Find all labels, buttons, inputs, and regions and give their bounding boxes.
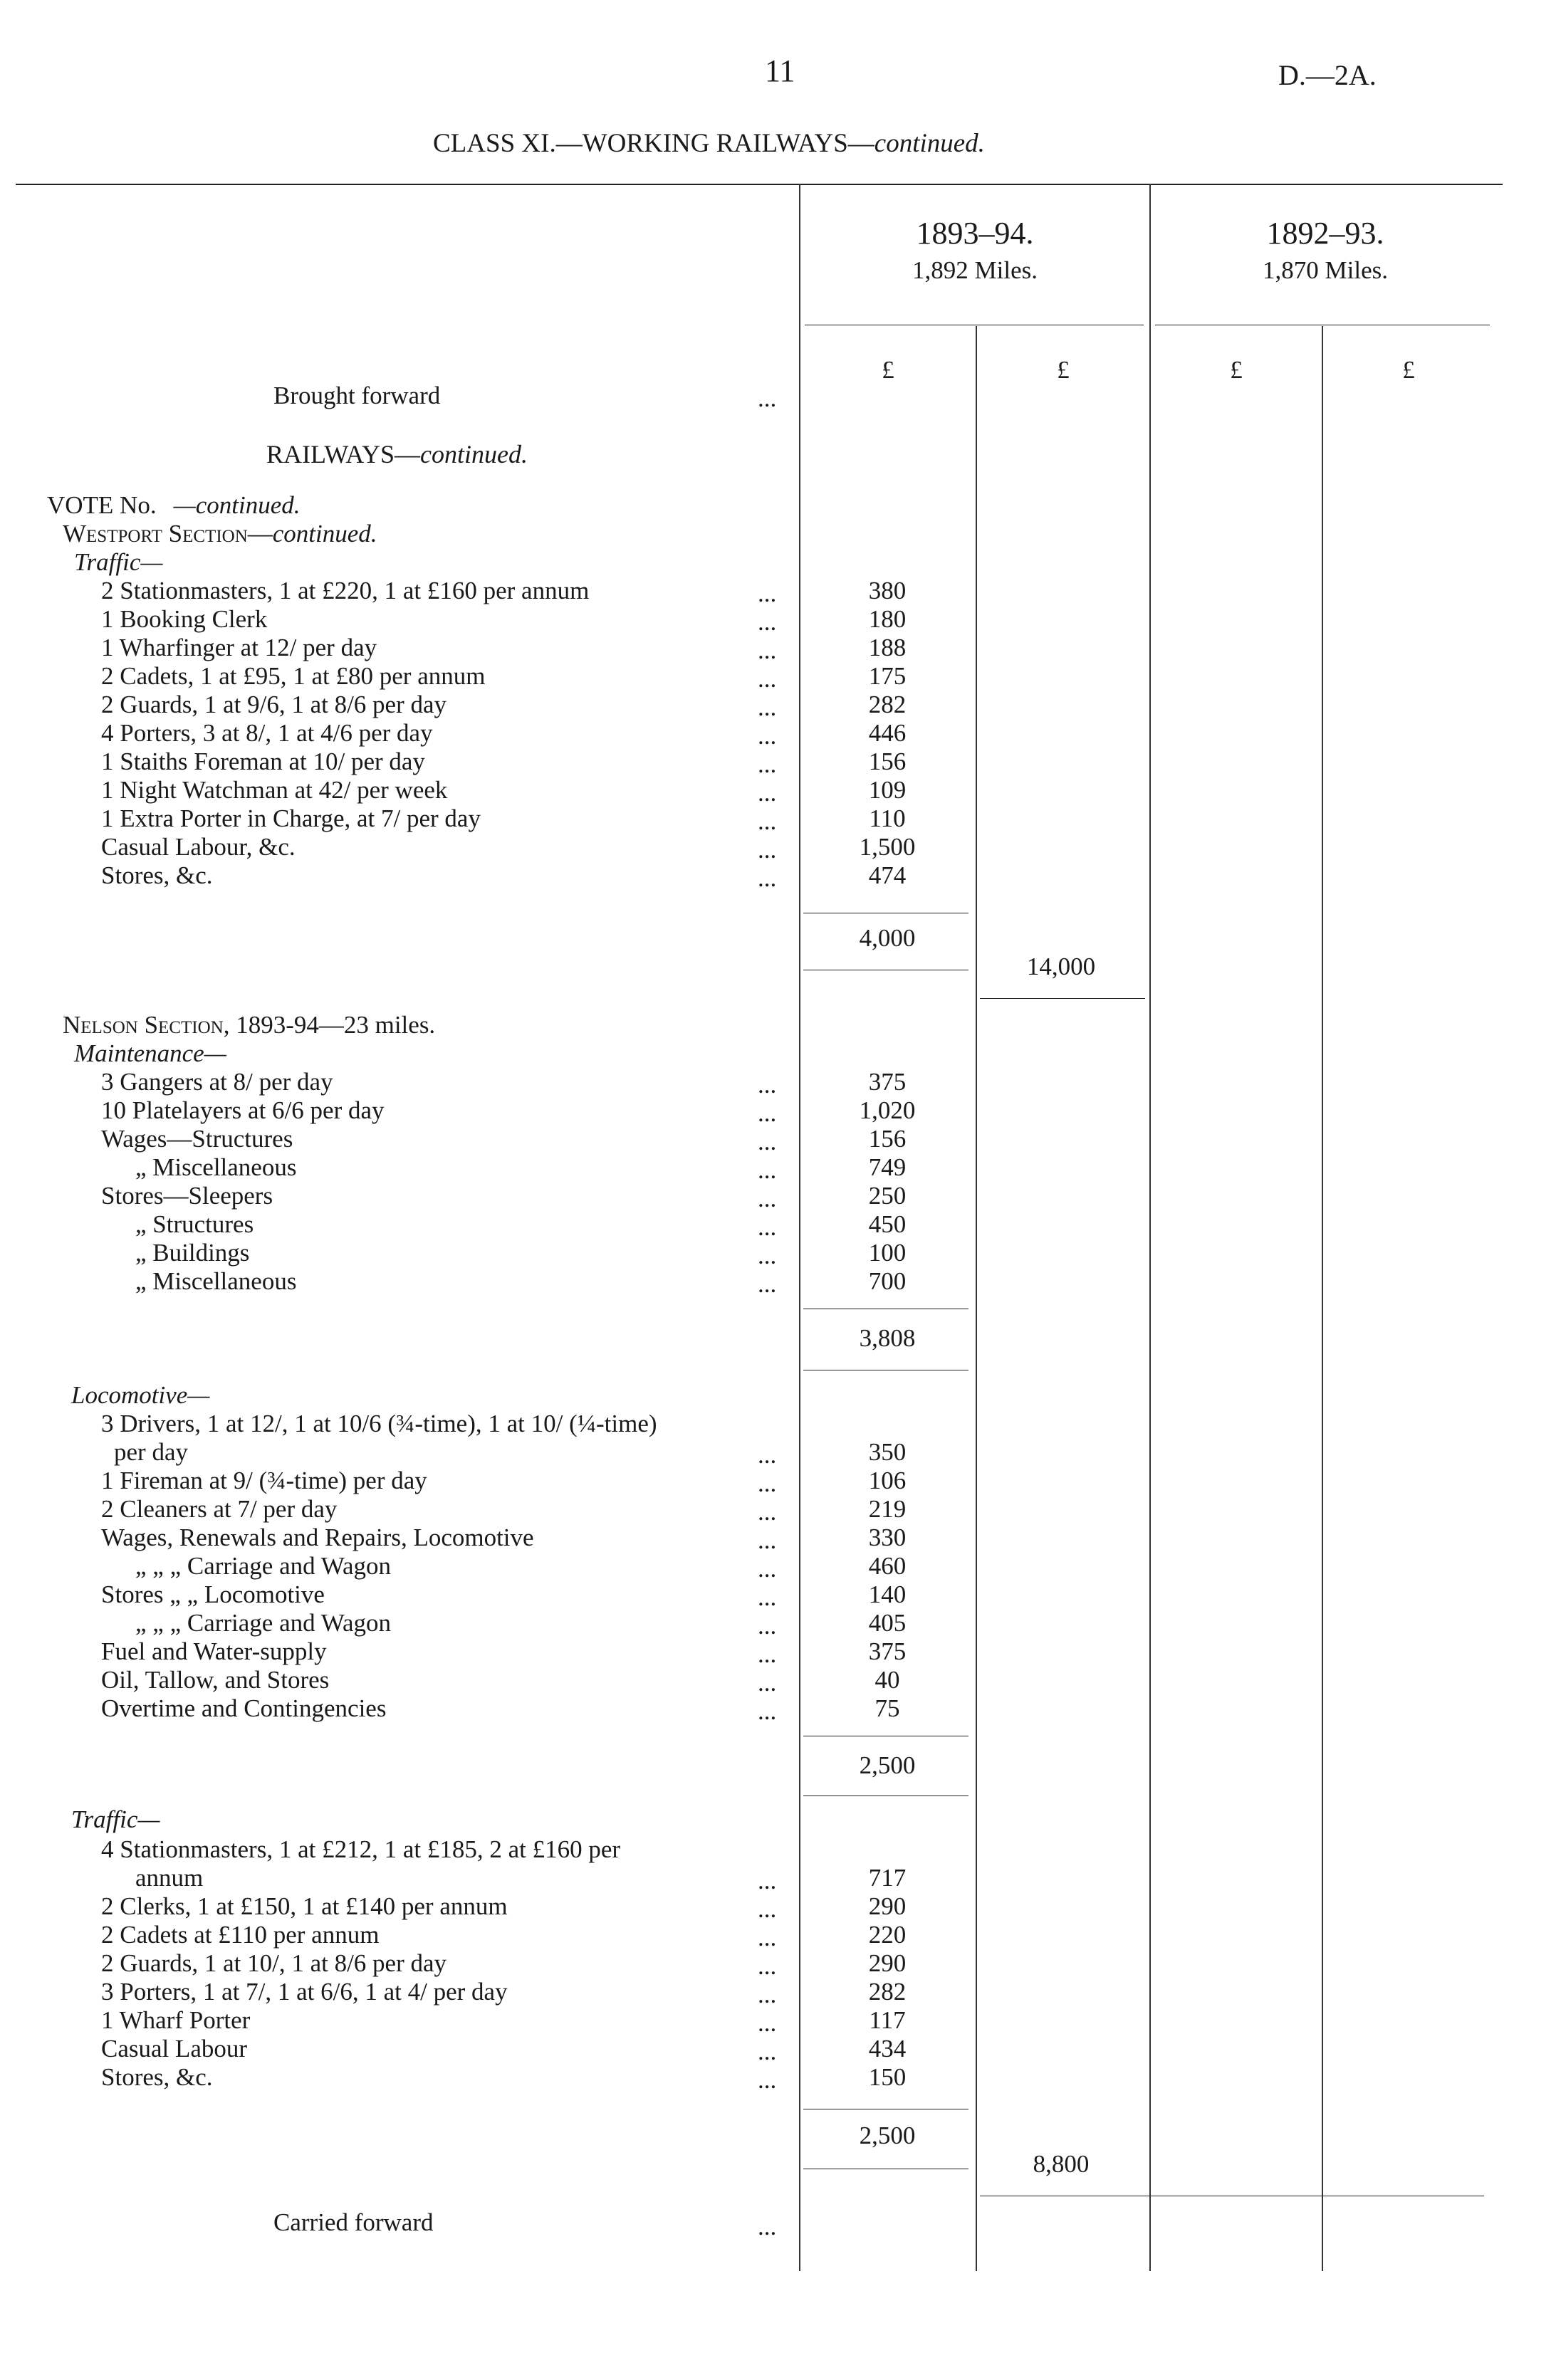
maintenance-item-leader: ... <box>758 1156 777 1184</box>
maintenance-subtotal: 3,808 <box>859 1324 916 1352</box>
westport-total-underline <box>980 998 1145 999</box>
page-title-main: CLASS XI.—WORKING RAILWAYS— <box>433 129 874 158</box>
locomotive-item-label: Stores „ „ Locomotive <box>101 1580 325 1608</box>
locomotive-item-label: Wages, Renewals and Repairs, Locomotive <box>101 1524 534 1551</box>
locomotive-item-label: „ „ „ Carriage and Wagon <box>135 1609 392 1637</box>
westport-subtotal: 4,000 <box>859 924 916 952</box>
brought-forward-label: Brought forward <box>273 382 441 409</box>
railways-heading-main: RAILWAYS— <box>266 440 421 468</box>
westport-traffic-item-leader: ... <box>758 608 777 636</box>
currency-col-1: £ <box>882 356 894 384</box>
locomotive-subtotal: 2,500 <box>859 1751 916 1779</box>
locomotive-item-label: Oil, Tallow, and Stores <box>101 1666 330 1694</box>
locomotive-item-amount: 106 <box>868 1467 907 1494</box>
maintenance-item-leader: ... <box>758 1213 777 1241</box>
westport-traffic-label: Traffic— <box>74 548 163 576</box>
traffic-item-label: Stores, &c. <box>101 2063 213 2091</box>
locomotive-item-label: „ „ „ Carriage and Wagon <box>135 1552 392 1580</box>
nelson-section-heading <box>63 1011 435 1039</box>
maintenance-item-leader: ... <box>758 1071 777 1099</box>
railways-heading-continued: continued. <box>420 440 528 468</box>
locomotive-item-amount: 375 <box>868 1637 907 1665</box>
locomotive-item-leader: ... <box>758 1526 777 1554</box>
maintenance-item-label: „ Structures <box>135 1210 254 1238</box>
traffic-item-label: 1 Wharf Porter <box>101 2006 251 2034</box>
maintenance-item-leader: ... <box>758 1185 777 1212</box>
maintenance-item-label: „ Miscellaneous <box>135 1153 297 1181</box>
traffic-item-amount: 290 <box>868 1892 907 1920</box>
page-title <box>433 130 985 158</box>
miles-1893-94: 1,892 Miles. <box>912 256 1038 284</box>
locomotive-drivers-amount: 350 <box>868 1438 907 1466</box>
westport-traffic-item-leader: ... <box>758 665 777 693</box>
westport-traffic-item-amount: 180 <box>868 605 907 633</box>
header-rule <box>16 184 1503 185</box>
westport-section-heading <box>63 520 377 548</box>
westport-traffic-item-amount: 474 <box>868 861 907 889</box>
maintenance-item-amount: 250 <box>868 1182 907 1210</box>
locomotive-item-leader: ... <box>758 1697 777 1725</box>
westport-traffic-item-amount: 156 <box>868 748 907 775</box>
locomotive-item-amount: 330 <box>868 1524 907 1551</box>
maintenance-item-leader: ... <box>758 1270 777 1298</box>
locomotive-item-label: Overtime and Contingencies <box>101 1694 387 1722</box>
vote-number-label: VOTE No. <box>47 491 157 519</box>
traffic-subtotal: 2,500 <box>859 2122 916 2149</box>
vote-line <box>47 491 300 520</box>
currency-col-3: £ <box>1230 356 1243 384</box>
traffic-stationmasters-amount: 717 <box>868 1864 907 1892</box>
nelson-maintenance-label: Maintenance— <box>74 1039 226 1067</box>
maintenance-item-amount: 700 <box>868 1267 907 1295</box>
document-reference: D.—2A. <box>1278 59 1377 91</box>
locomotive-item-amount: 40 <box>874 1666 900 1694</box>
traffic-item-label: 3 Porters, 1 at 7/, 1 at 6/6, 1 at 4/ per day <box>101 1978 508 2006</box>
nelson-traffic-label: Traffic— <box>71 1805 160 1833</box>
westport-traffic-item-label: Stores, &c. <box>101 861 213 889</box>
vote-continued: —continued. <box>173 491 301 519</box>
westport-traffic-item-label: 2 Stationmasters, 1 at £220, 1 at £160 per annum <box>101 577 590 604</box>
westport-section-continued: continued. <box>272 520 377 547</box>
westport-traffic-item-amount: 380 <box>868 577 907 604</box>
traffic-item-label: Casual Labour <box>101 2035 248 2062</box>
traffic-item-leader: ... <box>758 1952 777 1980</box>
westport-traffic-item-leader: ... <box>758 807 777 835</box>
maintenance-item-amount: 1,020 <box>859 1096 916 1124</box>
locomotive-item-leader: ... <box>758 1498 777 1526</box>
westport-traffic-item-label: 1 Staiths Foreman at 10/ per day <box>101 748 425 775</box>
westport-traffic-item-leader: ... <box>758 580 777 607</box>
currency-col-2: £ <box>1057 356 1070 384</box>
locomotive-item-leader: ... <box>758 1583 777 1611</box>
westport-traffic-item-leader: ... <box>758 750 777 778</box>
westport-traffic-item-amount: 188 <box>868 634 907 661</box>
locomotive-item-leader: ... <box>758 1669 777 1697</box>
railways-heading <box>266 440 528 468</box>
maintenance-item-label: 10 Platelayers at 6/6 per day <box>101 1096 385 1124</box>
maintenance-item-amount: 375 <box>868 1068 907 1096</box>
westport-traffic-item-label: 2 Cadets, 1 at £95, 1 at £80 per annum <box>101 662 486 690</box>
maintenance-item-amount: 749 <box>868 1153 907 1181</box>
westport-traffic-item-leader: ... <box>758 722 777 750</box>
nelson-section-total: 8,800 <box>1033 2150 1090 2178</box>
column-divider-4 <box>1322 326 1323 2271</box>
column-divider-3 <box>1149 184 1151 2271</box>
locomotive-item-amount: 140 <box>868 1580 907 1608</box>
maintenance-item-leader: ... <box>758 1128 777 1155</box>
locomotive-item-label: 2 Cleaners at 7/ per day <box>101 1495 338 1523</box>
westport-traffic-item-leader: ... <box>758 636 777 664</box>
traffic-item-leader: ... <box>758 2066 777 2094</box>
maintenance-item-amount: 156 <box>868 1125 907 1153</box>
nelson-section-title: Nelson Section <box>63 1011 224 1039</box>
traffic-stationmasters-line-1: 4 Stationmasters, 1 at £212, 1 at £185, 2 at £160 per <box>101 1835 621 1863</box>
westport-traffic-item-label: 1 Booking Clerk <box>101 605 268 633</box>
carried-forward-label: Carried forward <box>273 2208 434 2236</box>
maintenance-item-label: „ Miscellaneous <box>135 1267 297 1295</box>
westport-traffic-item-amount: 282 <box>868 691 907 718</box>
locomotive-drivers-leader: ... <box>758 1441 777 1469</box>
traffic-item-label: 2 Cadets at £110 per annum <box>101 1921 380 1949</box>
westport-traffic-item-amount: 1,500 <box>859 833 916 861</box>
traffic-item-leader: ... <box>758 1895 777 1923</box>
locomotive-item-leader: ... <box>758 1612 777 1640</box>
traffic-item-amount: 434 <box>868 2035 907 2062</box>
traffic-item-leader: ... <box>758 1981 777 2008</box>
locomotive-drivers-line-2: per day <box>114 1438 188 1466</box>
westport-traffic-item-leader: ... <box>758 693 777 721</box>
maintenance-item-label: 3 Gangers at 8/ per day <box>101 1068 333 1096</box>
column-divider-1 <box>799 184 800 2271</box>
westport-traffic-item-amount: 109 <box>868 776 907 804</box>
traffic-stationmasters-line-2: annum <box>135 1864 204 1892</box>
traffic-item-leader: ... <box>758 2038 777 2065</box>
traffic-stationmasters-leader: ... <box>758 1867 777 1894</box>
westport-traffic-item-label: 1 Wharfinger at 12/ per day <box>101 634 377 661</box>
westport-traffic-item-amount: 446 <box>868 719 907 747</box>
westport-traffic-item-leader: ... <box>758 836 777 864</box>
locomotive-drivers-line-1: 3 Drivers, 1 at 12/, 1 at 10/6 (¾-time), 1 at 10/ (¼-time) <box>101 1410 657 1437</box>
column-divider-2 <box>976 326 977 2271</box>
traffic-item-label: 2 Clerks, 1 at £150, 1 at £140 per annum <box>101 1892 508 1920</box>
page-number: 11 <box>765 53 795 88</box>
westport-section-total: 14,000 <box>1026 953 1096 980</box>
locomotive-item-amount: 405 <box>868 1609 907 1637</box>
locomotive-item-leader: ... <box>758 1640 777 1668</box>
maintenance-item-leader: ... <box>758 1242 777 1269</box>
westport-traffic-item-label: 1 Extra Porter in Charge, at 7/ per day <box>101 804 481 832</box>
miles-1892-93: 1,870 Miles. <box>1263 256 1388 284</box>
year-1892-93: 1892–93. <box>1266 216 1384 251</box>
nelson-section-detail: , 1893-94—23 miles. <box>223 1011 436 1039</box>
traffic-item-label: 2 Guards, 1 at 10/, 1 at 8/6 per day <box>101 1949 447 1977</box>
nelson-locomotive-label: Locomotive— <box>71 1381 210 1409</box>
westport-traffic-item-leader: ... <box>758 779 777 807</box>
maintenance-item-leader: ... <box>758 1099 777 1127</box>
maintenance-item-label: Wages—Structures <box>101 1125 293 1153</box>
locomotive-item-leader: ... <box>758 1469 777 1497</box>
traffic-item-amount: 290 <box>868 1949 907 1977</box>
westport-traffic-item-amount: 110 <box>869 804 906 832</box>
maintenance-item-label: „ Buildings <box>135 1239 250 1267</box>
locomotive-item-amount: 75 <box>874 1694 900 1722</box>
maintenance-item-amount: 100 <box>868 1239 907 1267</box>
westport-section-title: Westport Section— <box>63 520 273 547</box>
westport-traffic-item-label: 1 Night Watchman at 42/ per week <box>101 776 448 804</box>
locomotive-item-amount: 460 <box>868 1552 907 1580</box>
traffic-item-leader: ... <box>758 1924 777 1951</box>
locomotive-item-label: Fuel and Water-supply <box>101 1637 327 1665</box>
currency-col-4: £ <box>1402 356 1415 384</box>
traffic-item-amount: 282 <box>868 1978 907 2006</box>
traffic-item-amount: 220 <box>868 1921 907 1949</box>
westport-traffic-item-amount: 175 <box>868 662 907 690</box>
maintenance-item-label: Stores—Sleepers <box>101 1182 273 1210</box>
traffic-item-amount: 117 <box>869 2006 906 2034</box>
locomotive-item-label: 1 Fireman at 9/ (¾-time) per day <box>101 1467 427 1494</box>
locomotive-item-amount: 219 <box>868 1495 907 1523</box>
page-title-continued: continued. <box>874 129 985 158</box>
traffic-item-leader: ... <box>758 2009 777 2037</box>
locomotive-item-leader: ... <box>758 1555 777 1583</box>
year-1893-94: 1893–94. <box>916 216 1034 251</box>
westport-traffic-item-label: 4 Porters, 3 at 8/, 1 at 4/6 per day <box>101 719 433 747</box>
brought-forward-leader: ... <box>758 384 777 412</box>
westport-traffic-item-label: Casual Labour, &c. <box>101 833 296 861</box>
maintenance-item-amount: 450 <box>868 1210 907 1238</box>
westport-traffic-item-label: 2 Guards, 1 at 9/6, 1 at 8/6 per day <box>101 691 447 718</box>
traffic-item-amount: 150 <box>868 2063 907 2091</box>
carried-forward-leader: ... <box>758 2213 777 2240</box>
westport-traffic-item-leader: ... <box>758 864 777 892</box>
